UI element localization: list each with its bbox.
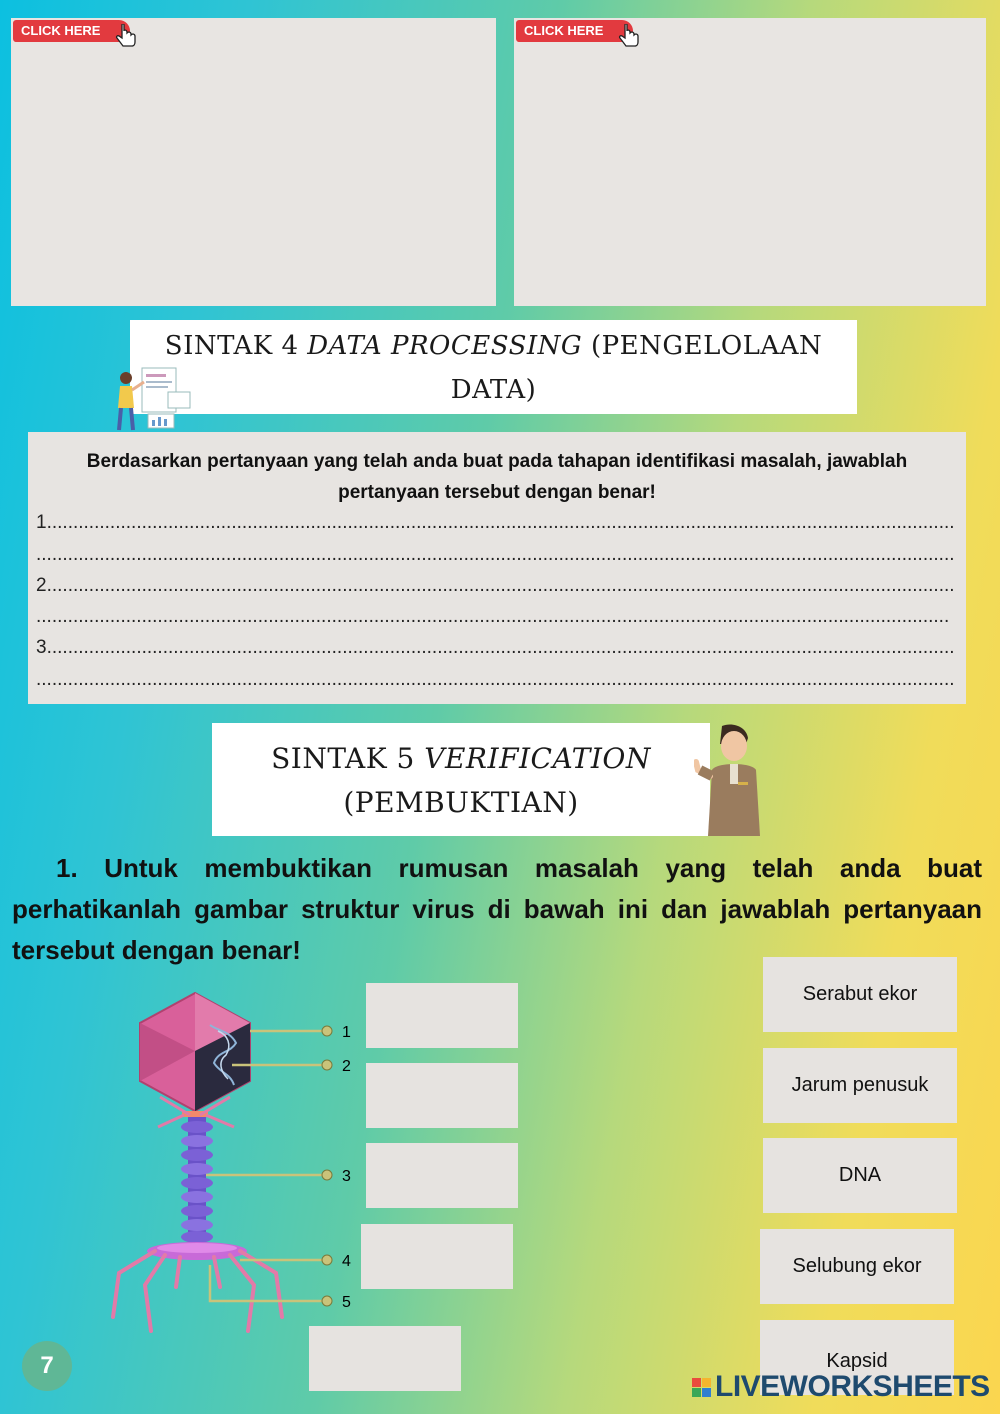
question-instructions: Berdasarkan pertanyaan yang telah anda buat pada tahapan identifikasi masalah, jawablah pertanyaan tersebut dengan benar! [86,451,908,503]
sintak4-title: SINTAK 4 DATA PROCESSING (PENGELOLAAN DATA) [130,320,857,414]
hand-pointer-icon [617,24,641,50]
tail-sheath [181,1121,213,1243]
diagram-label-3: 3 [342,1168,351,1185]
option-dna[interactable]: DNA [763,1138,957,1213]
answer-line-2b[interactable] [36,606,948,628]
answer-line-2[interactable]: 2. ..... [36,575,956,597]
diagram-label-5: 5 [342,1294,351,1311]
answer-line-3[interactable]: 3. ..... [36,637,956,659]
drop-box-3[interactable] [366,1143,518,1208]
brand-mark-icon [692,1378,711,1397]
answer-line-1[interactable]: 1. ..... [36,512,956,534]
answer-line-1b[interactable] [36,544,956,566]
option-kapsid[interactable]: Kapsid [760,1320,954,1395]
sintak5-title: SINTAK 5 VERIFICATION (PEMBUKTIAN) [212,723,710,836]
option-serabut-ekor[interactable]: Serabut ekor [763,957,957,1032]
drop-box-5[interactable] [309,1326,461,1391]
answer-panel [28,432,966,704]
video-box-1[interactable] [11,18,496,306]
answer-line-3b[interactable] [36,669,956,691]
diagram-label-1: 1 [342,1024,351,1041]
option-selubung-ekor[interactable]: Selubung ekor [760,1229,954,1304]
officer-illustration [694,722,764,838]
diagram-label-2: 2 [342,1058,351,1075]
diagram-label-4: 4 [342,1253,351,1270]
drop-box-2[interactable] [366,1063,518,1128]
presenter-illustration [112,362,196,434]
bacteriophage-diagram [100,985,370,1345]
drop-box-4[interactable] [361,1224,513,1289]
page-number: 7 [22,1341,72,1391]
verification-instruction: 1. Untuk membuktikan rumusan masalah yang telah anda buat perhatikanlah gambar struktur virus di bawah ini dan jawablah pertanyaan tersebut dengan benar! [12,853,982,965]
tail-fibers [113,1251,282,1331]
hand-pointer-icon [114,24,138,50]
liveworksheets-logo: LIVEWORKSHEETS [692,1370,990,1404]
option-jarum-penusuk[interactable]: Jarum penusuk [763,1048,957,1123]
video-box-2[interactable] [514,18,986,306]
click-here-button-1[interactable]: CLICK HERE [13,20,130,42]
click-here-button-2[interactable]: CLICK HERE [516,20,633,42]
drop-box-1[interactable] [366,983,518,1048]
